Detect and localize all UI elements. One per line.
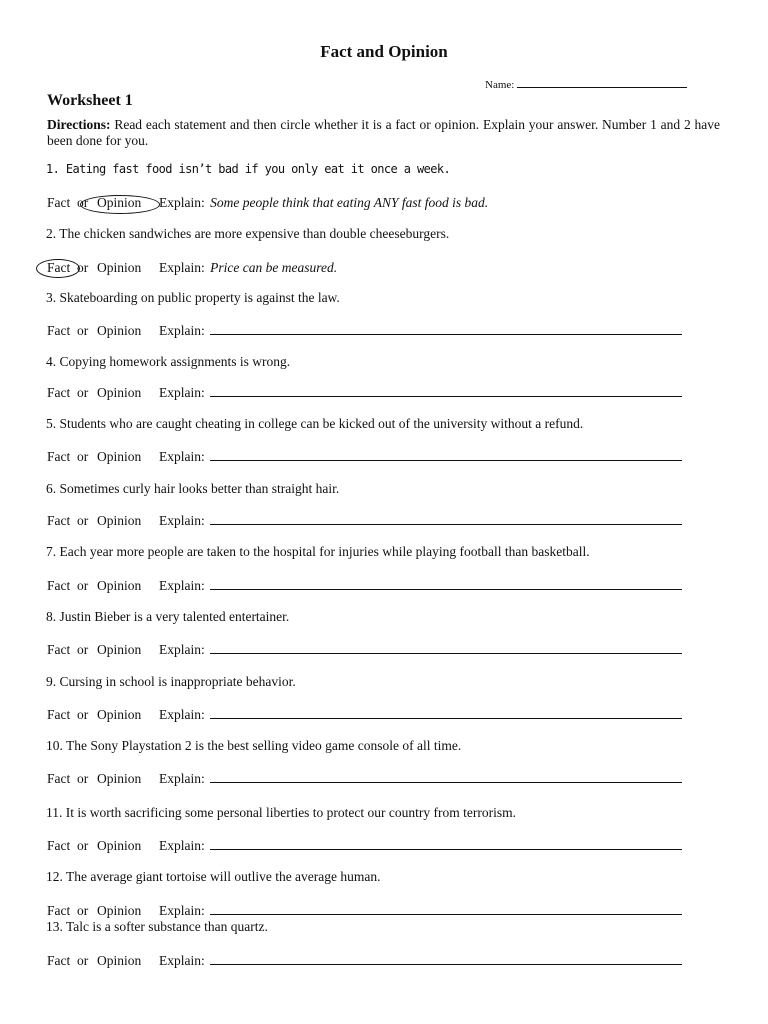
choice-or: or — [77, 449, 89, 464]
question-11: 11. It is worth sacrificing some personal liberties to protect our country from terrorism. — [46, 805, 517, 820]
question-7: 7. Each year more people are taken to the hospital for injuries while playing football than basketball. — [46, 544, 590, 559]
question-1: 1. Eating fast food isn’t bad if you only eat it once a week. — [46, 162, 451, 176]
choice-opinion[interactable]: Opinion — [97, 323, 142, 338]
choice-opinion[interactable]: Opinion — [97, 260, 142, 275]
answer-row-7 — [47, 578, 682, 594]
explain-answer-line[interactable] — [210, 386, 682, 397]
choice-opinion[interactable]: Opinion — [97, 642, 142, 657]
choice-fact[interactable]: Fact — [47, 323, 71, 338]
directions-label: Directions: — [47, 117, 111, 132]
explain-answer: Price can be measured. — [210, 260, 338, 275]
choice-or: or — [77, 385, 89, 400]
name-blank-line[interactable] — [517, 77, 687, 88]
explain-label: Explain: — [159, 195, 205, 210]
choice-opinion[interactable]: Opinion — [97, 195, 142, 210]
choice-fact[interactable]: Fact — [47, 903, 71, 918]
choice-or: or — [77, 707, 89, 722]
question-6: 6. Sometimes curly hair looks better than straight hair. — [46, 481, 340, 496]
answer-row-4 — [47, 385, 682, 401]
explain-answer-line[interactable] — [210, 643, 682, 654]
explain-answer-line[interactable] — [210, 579, 682, 590]
question-8: 8. Justin Bieber is a very talented entertainer. — [46, 609, 290, 624]
choice-opinion[interactable]: Opinion — [97, 953, 142, 968]
choice-fact[interactable]: Fact — [47, 513, 71, 528]
choice-fact[interactable]: Fact — [47, 771, 71, 786]
explain-answer-line[interactable] — [210, 324, 682, 335]
explain-label: Explain: — [159, 838, 205, 853]
answer-row-2 — [47, 260, 337, 276]
choice-opinion[interactable]: Opinion — [97, 578, 142, 593]
explain-label: Explain: — [159, 903, 205, 918]
choice-fact[interactable]: Fact — [47, 578, 71, 593]
choice-fact[interactable]: Fact — [47, 195, 71, 210]
name-label: Name: — [485, 79, 515, 91]
explain-label: Explain: — [159, 513, 205, 528]
choice-opinion[interactable]: Opinion — [97, 903, 142, 918]
explain-answer-line[interactable] — [210, 772, 682, 783]
choice-or: or — [77, 260, 89, 275]
explain-answer-line[interactable] — [210, 839, 682, 850]
choice-or: or — [77, 953, 89, 968]
explain-label: Explain: — [159, 707, 205, 722]
explain-label: Explain: — [159, 449, 205, 464]
fact-circle-mark — [36, 259, 80, 278]
question-12: 12. The average giant tortoise will outlive the average human. — [46, 869, 381, 884]
choice-fact[interactable]: Fact — [47, 953, 71, 968]
question-3: 3. Skateboarding on public property is against the law. — [46, 290, 340, 305]
explain-answer-line[interactable] — [210, 954, 682, 965]
choice-opinion[interactable]: Opinion — [97, 838, 142, 853]
question-13: 13. Talc is a softer substance than quartz. — [46, 919, 268, 934]
explain-label: Explain: — [159, 323, 205, 338]
choice-opinion[interactable]: Opinion — [97, 385, 142, 400]
question-10: 10. The Sony Playstation 2 is the best selling video game console of all time. — [46, 738, 462, 753]
name-field-row — [485, 77, 687, 91]
choice-opinion[interactable]: Opinion — [97, 449, 142, 464]
choice-opinion[interactable]: Opinion — [97, 771, 142, 786]
answer-row-11 — [47, 838, 682, 854]
choice-or: or — [77, 642, 89, 657]
choice-or: or — [77, 513, 89, 528]
explain-label: Explain: — [159, 642, 205, 657]
explain-label: Explain: — [159, 578, 205, 593]
choice-opinion[interactable]: Opinion — [97, 513, 142, 528]
question-5: 5. Students who are caught cheating in college can be kicked out of the university without a refund. — [46, 416, 584, 431]
choice-or: or — [77, 195, 89, 210]
choice-or: or — [77, 838, 89, 853]
explain-answer-line[interactable] — [210, 450, 682, 461]
answer-row-8 — [47, 642, 682, 658]
page-title: Fact and Opinion — [320, 42, 448, 61]
explain-answer-line[interactable] — [210, 708, 682, 719]
answer-row-5 — [47, 449, 682, 465]
answer-row-6 — [47, 513, 682, 529]
explain-label: Explain: — [159, 771, 205, 786]
explain-answer-line[interactable] — [210, 904, 682, 915]
answer-row-3 — [47, 323, 682, 339]
explain-label: Explain: — [159, 260, 205, 275]
answer-row-12 — [47, 903, 682, 919]
directions — [47, 117, 720, 149]
explain-answer: Some people think that eating ANY fast food is bad. — [210, 195, 489, 210]
choice-fact[interactable]: Fact — [47, 449, 71, 464]
choice-or: or — [77, 323, 89, 338]
choice-fact[interactable]: Fact — [47, 260, 71, 275]
choice-or: or — [77, 771, 89, 786]
explain-label: Explain: — [159, 385, 205, 400]
question-9: 9. Cursing in school is inappropriate behavior. — [46, 674, 296, 689]
choice-opinion[interactable]: Opinion — [97, 707, 142, 722]
answer-row-10 — [47, 771, 682, 787]
worksheet-title: Worksheet 1 — [47, 92, 133, 109]
explain-answer-line[interactable] — [210, 514, 682, 525]
question-4: 4. Copying homework assignments is wrong. — [46, 354, 291, 369]
question-2: 2. The chicken sandwiches are more expensive than double cheeseburgers. — [46, 226, 450, 241]
choice-fact[interactable]: Fact — [47, 642, 71, 657]
answer-row-9 — [47, 707, 682, 723]
opinion-circle-mark — [80, 195, 160, 214]
choice-or: or — [77, 578, 89, 593]
directions-text: Read each statement and then circle whether it is a fact or opinion. Explain your answer. Number 1 and 2 have been done for you. — [47, 117, 720, 148]
explain-label: Explain: — [159, 953, 205, 968]
answer-row-13 — [47, 953, 682, 969]
choice-fact[interactable]: Fact — [47, 385, 71, 400]
choice-fact[interactable]: Fact — [47, 838, 71, 853]
choice-fact[interactable]: Fact — [47, 707, 71, 722]
choice-or: or — [77, 903, 89, 918]
